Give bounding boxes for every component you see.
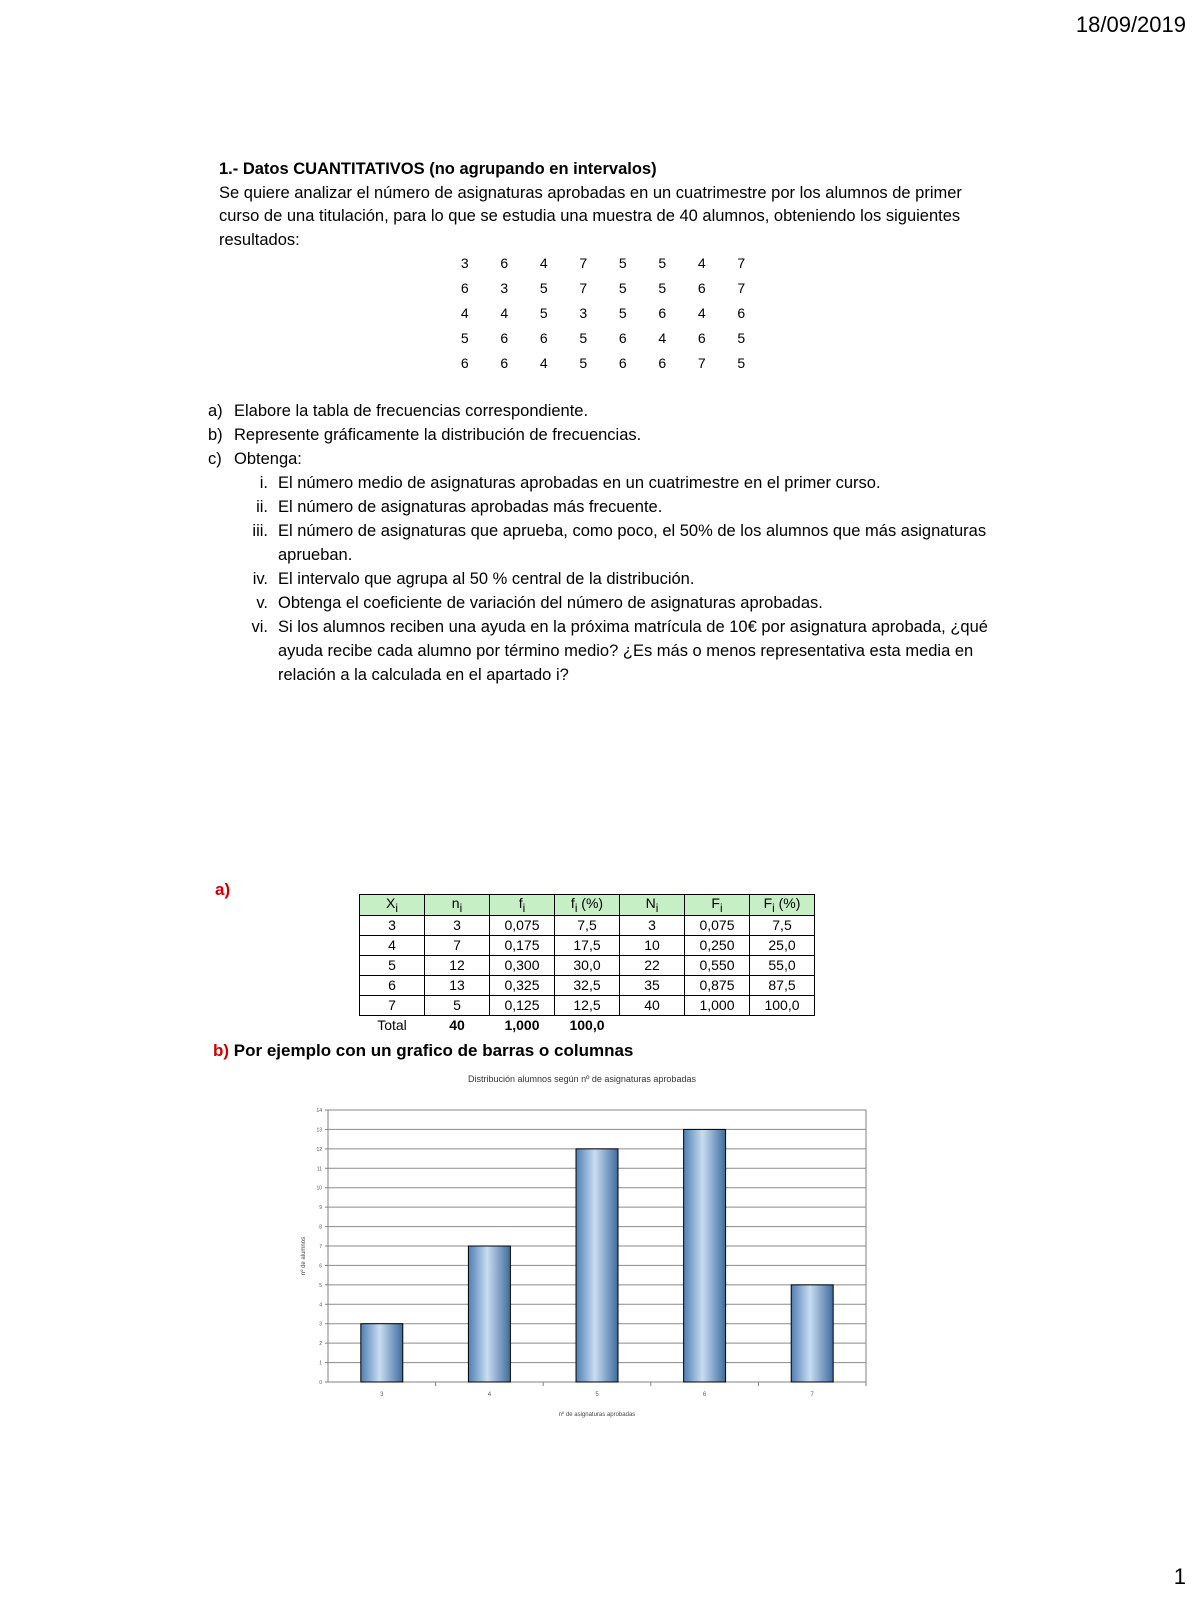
- y-tick-label: 1: [319, 1360, 322, 1367]
- raw-data-cell: 5: [658, 279, 667, 296]
- subquestion-number: vi.: [251, 618, 268, 636]
- raw-data-cell: 6: [500, 329, 509, 346]
- raw-data-cell: 4: [697, 254, 706, 271]
- y-tick-label: 7: [319, 1244, 322, 1250]
- raw-data-cell: 6: [658, 304, 667, 321]
- subquestion-text: El intervalo que agrupa al 50 % central de la distribución.: [278, 570, 695, 588]
- table-cell: 10: [620, 935, 685, 955]
- question-label: c): [208, 450, 222, 468]
- table-cell: 0,175: [490, 935, 555, 955]
- y-tick-label: 9: [319, 1205, 322, 1212]
- table-row: [360, 975, 815, 995]
- y-tick-label: 8: [319, 1224, 322, 1231]
- bar: [468, 1246, 510, 1382]
- header-ni: $n_i$: [425, 895, 490, 916]
- subquestion-v: [208, 591, 998, 615]
- subquestion-iv: [208, 567, 998, 591]
- raw-data-cell: 7: [697, 354, 706, 371]
- raw-data-cell: 7: [579, 254, 588, 271]
- raw-data-cell: 6: [500, 254, 509, 271]
- table-cell: 22: [620, 955, 685, 975]
- total-n: 40: [449, 1017, 465, 1034]
- raw-data-cell: 4: [500, 304, 509, 321]
- raw-data-cell: 6: [697, 279, 706, 296]
- x-tick-label: 3: [380, 1392, 384, 1398]
- table-cell: 7,5: [555, 915, 620, 935]
- total-fpct: 100,0: [569, 1017, 605, 1034]
- header-Fi-pct: $F_i$ (%): [750, 895, 815, 916]
- subquestion-text: Si los alumnos reciben una ayuda en la próxima matrícula de 10€ por asignatura aprobada, ¿qué ayuda recibe cada alumno por término medio? ¿Es más o menos representativa esta media en relación a la calculada en el apartado i?: [278, 618, 988, 684]
- table-cell: 17,5: [555, 935, 620, 955]
- table-row: [360, 995, 815, 1015]
- table-cell: 7,5: [750, 915, 815, 935]
- subquestion-number: iii.: [252, 522, 268, 540]
- table-cell: 0,875: [685, 975, 750, 995]
- raw-data-cell: 5: [737, 354, 746, 371]
- raw-data-cell: 6: [658, 354, 667, 371]
- y-axis-label: nº de alumnos: [301, 1236, 307, 1276]
- table-cell: 0,325: [490, 975, 555, 995]
- raw-data-cell: 4: [658, 329, 667, 346]
- table-cell: 5: [360, 955, 425, 975]
- total-f: 1,000: [504, 1017, 540, 1034]
- table-row: [360, 915, 815, 935]
- table-cell: 12: [425, 955, 490, 975]
- raw-data-cell: 6: [618, 354, 627, 371]
- question-text: Elabore la tabla de frecuencias correspondiente.: [234, 402, 589, 420]
- raw-data-cell: 3: [460, 254, 469, 271]
- table-cell: 25,0: [750, 935, 815, 955]
- subquestion-i: [208, 471, 998, 495]
- table-cell: 0,125: [490, 995, 555, 1015]
- raw-data-cell: 5: [618, 279, 627, 296]
- x-tick-label: 6: [702, 1392, 707, 1398]
- answer-b-text: Por ejemplo con un grafico de barras o columnas: [229, 1041, 634, 1060]
- subquestion-number: iv.: [252, 570, 268, 588]
- y-tick-label: 2: [319, 1341, 322, 1348]
- table-cell: 40: [620, 995, 685, 1015]
- raw-data-cell: 5: [618, 254, 627, 271]
- header-fi-pct: $f_i$ (%): [555, 895, 620, 916]
- subquestion-text: El número de asignaturas aprobadas más frecuente.: [278, 498, 663, 516]
- x-tick-label: 4: [487, 1392, 492, 1398]
- raw-data-cell: 4: [539, 254, 548, 271]
- frequency-table: [359, 894, 815, 1035]
- subquestion-iii: [208, 519, 998, 567]
- bar-chart: [288, 1068, 888, 1418]
- table-cell: 3: [425, 915, 490, 935]
- subquestion-text: El número de asignaturas que aprueba, como poco, el 50% de los alumnos que más asignaturas aprueban.: [278, 522, 987, 564]
- problem-statement: [219, 158, 999, 252]
- question-c: [208, 447, 998, 471]
- table-cell: 5: [425, 995, 490, 1015]
- raw-data-cell: 5: [539, 279, 548, 296]
- page-number: 1: [1173, 1564, 1186, 1589]
- total-label: Total: [377, 1017, 407, 1034]
- y-tick-label: 5: [319, 1282, 322, 1289]
- subquestion-text: El número medio de asignaturas aprobadas en un cuatrimestre en el primer curso.: [278, 474, 881, 492]
- y-tick-label: 12: [316, 1146, 322, 1153]
- subquestion-number: i.: [259, 474, 268, 492]
- problem-title: 1.- Datos CUANTITATIVOS (no agrupando en intervalos): [219, 160, 657, 178]
- x-axis-label: nº de asignaturas aprobadas: [558, 1412, 636, 1418]
- table-cell: 35: [620, 975, 685, 995]
- raw-data-cell: 5: [579, 354, 588, 371]
- page-date: 18/09/2019: [1075, 12, 1186, 37]
- raw-data-cell: 7: [737, 279, 746, 296]
- table-cell: 100,0: [750, 995, 815, 1015]
- y-tick-label: 11: [316, 1166, 322, 1173]
- subquestion-text: Obtenga el coeficiente de variación del número de asignaturas aprobadas.: [278, 594, 823, 612]
- y-tick-label: 14: [316, 1108, 322, 1114]
- bar: [576, 1149, 618, 1382]
- raw-data-cell: 6: [737, 304, 746, 321]
- raw-data-cell: 6: [500, 354, 509, 371]
- table-cell: 30,0: [555, 955, 620, 975]
- question-a: [208, 399, 998, 423]
- raw-data-cell: 6: [460, 279, 469, 296]
- x-tick-label: 5: [595, 1392, 599, 1398]
- table-cell: 6: [360, 975, 425, 995]
- raw-data-row: [445, 325, 761, 350]
- raw-data-cell: 3: [579, 304, 588, 321]
- table-cell: 7: [425, 935, 490, 955]
- bar: [791, 1285, 833, 1382]
- answer-b-label: b): [213, 1041, 230, 1060]
- table-cell: 13: [425, 975, 490, 995]
- frequency-table-header: [360, 895, 815, 916]
- raw-data-cell: 5: [658, 254, 667, 271]
- y-tick-label: 13: [316, 1127, 322, 1134]
- question-list: [208, 399, 998, 687]
- table-cell: 12,5: [555, 995, 620, 1015]
- answer-a-label: a): [215, 880, 231, 899]
- raw-data-row: [445, 350, 761, 375]
- question-text: Represente gráficamente la distribución de frecuencias.: [234, 426, 642, 444]
- table-cell: 1,000: [685, 995, 750, 1015]
- table-cell: 0,250: [685, 935, 750, 955]
- table-cell: 3: [620, 915, 685, 935]
- raw-data-cell: 6: [697, 329, 706, 346]
- subquestion-number: ii.: [256, 498, 268, 516]
- answer-b-heading: [213, 1041, 633, 1061]
- header-xi: $X_i$: [360, 895, 425, 916]
- raw-data-cell: 7: [579, 279, 588, 296]
- raw-data-cell: 5: [539, 304, 548, 321]
- raw-data-cell: 7: [737, 254, 746, 271]
- table-cell: 55,0: [750, 955, 815, 975]
- question-b: [208, 423, 998, 447]
- table-cell: 32,5: [555, 975, 620, 995]
- question-label: b): [208, 426, 223, 444]
- y-tick-label: 10: [316, 1185, 322, 1192]
- table-cell: 0,300: [490, 955, 555, 975]
- header-Fi: $F_i$: [685, 895, 750, 916]
- header-fi: $f_i$: [490, 895, 555, 916]
- table-row: [360, 955, 815, 975]
- subquestion-vi: [208, 615, 998, 687]
- table-cell: 7: [360, 995, 425, 1015]
- raw-data-cell: 5: [618, 304, 627, 321]
- subquestion-ii: [208, 495, 998, 519]
- raw-data-grid: [445, 250, 761, 375]
- table-cell: 0,075: [685, 915, 750, 935]
- bar: [684, 1129, 726, 1382]
- question-label: a): [208, 402, 223, 420]
- question-text: Obtenga:: [234, 450, 302, 468]
- chart-title: Distribución alumnos según nº de asignaturas aprobadas: [468, 1074, 696, 1084]
- header-Ni: $N_i$: [620, 895, 685, 916]
- raw-data-cell: 4: [697, 304, 706, 321]
- raw-data-row: [445, 250, 761, 275]
- subquestion-number: v.: [256, 594, 268, 612]
- raw-data-cell: 5: [737, 329, 746, 346]
- frequency-table-total: [360, 1015, 815, 1035]
- raw-data-cell: 3: [500, 279, 509, 296]
- problem-intro: Se quiere analizar el número de asignaturas aprobadas en un cuatrimestre por los alumnos de primer curso de una titulación, para lo que se estudia una muestra de 40 alumnos, obteniendo los siguientes resultados:: [219, 183, 962, 249]
- raw-data-row: [445, 300, 761, 325]
- x-tick-label: 7: [810, 1392, 814, 1398]
- table-cell: 3: [360, 915, 425, 935]
- raw-data-cell: 4: [539, 354, 548, 371]
- raw-data-cell: 4: [460, 304, 469, 321]
- table-cell: 4: [360, 935, 425, 955]
- y-tick-label: 6: [319, 1263, 322, 1270]
- raw-data-cell: 5: [579, 329, 588, 346]
- table-row: [360, 935, 815, 955]
- raw-data-cell: 6: [539, 329, 548, 346]
- table-cell: 87,5: [750, 975, 815, 995]
- table-cell: 0,075: [490, 915, 555, 935]
- y-tick-label: 0: [319, 1380, 322, 1386]
- raw-data-cell: 5: [460, 329, 469, 346]
- y-tick-label: 3: [319, 1321, 322, 1328]
- table-cell: 0,550: [685, 955, 750, 975]
- y-tick-label: 4: [319, 1302, 322, 1309]
- raw-data-cell: 6: [460, 354, 469, 371]
- raw-data-cell: 6: [618, 329, 627, 346]
- bar: [361, 1324, 403, 1382]
- raw-data-row: [445, 275, 761, 300]
